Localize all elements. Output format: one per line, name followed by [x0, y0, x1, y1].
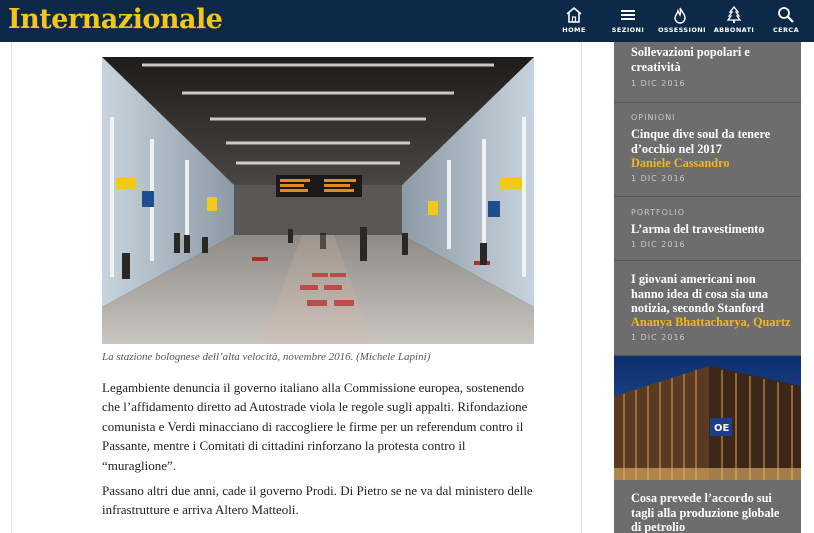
sidebar-related: [614, 42, 801, 533]
sidebar-item-photo[interactable]: [614, 356, 801, 480]
paragraph-line: “muraglione”.: [102, 457, 176, 473]
title-line: I giovani americani non: [631, 272, 756, 286]
menu-icon: [619, 6, 637, 24]
title-line: tagli alla produzione globale: [631, 505, 780, 520]
nav-sezioni[interactable]: [606, 6, 650, 40]
building-photo: [614, 356, 801, 480]
article-paragraph: [102, 481, 533, 520]
nav-ossessioni-label: OSSESSIONI: [658, 26, 706, 34]
title-line: L’arma del travestimento: [631, 222, 765, 236]
nav-home[interactable]: [552, 6, 596, 40]
title-line: di petrolio: [631, 520, 686, 533]
sidebar-item-author[interactable]: Daniele Cassandro: [631, 156, 730, 170]
train-station-photo: [102, 57, 534, 344]
article-paragraph: [102, 378, 530, 475]
photo-caption: La stazione bolognese dell’alta velocità, novembre 2016. (Michele Lapini): [102, 351, 431, 363]
sidebar-item-author[interactable]: Ananya Bhattacharya, Quartz: [631, 315, 791, 329]
sidebar-item[interactable]: [614, 42, 801, 103]
sidebar-item-date: 1 DIC 2016: [631, 174, 686, 183]
sidebar-item[interactable]: [614, 103, 801, 197]
sidebar-item-title: [631, 45, 796, 74]
nav-home-label: HOME: [562, 26, 586, 34]
flame-icon: [671, 6, 689, 24]
sidebar-item-date: 1 DIC 2016: [631, 240, 686, 249]
title-line: Cosa prevede l’accordo sui: [631, 491, 772, 505]
paragraph-line: comunista e Verdi minacciano di raccogliere le firme per un referendum contro il: [102, 418, 524, 434]
paragraph-line: Passante, mentre i Comitati di cittadini rinforzano la protesta contro il: [102, 438, 466, 454]
nav-abbonati[interactable]: [712, 6, 756, 40]
tree-icon: [725, 6, 743, 24]
sidebar-item[interactable]: [614, 197, 801, 261]
search-icon: [777, 6, 795, 24]
sidebar-item-title: [631, 222, 796, 237]
sidebar-item-title: [631, 491, 796, 533]
site-logo[interactable]: Internazionale: [8, 4, 223, 35]
top-navigation-bar: [0, 0, 814, 42]
paragraph-line: infrastrutture e arriva Altero Matteoli.: [102, 502, 299, 518]
nav-sezioni-label: SEZIONI: [611, 26, 645, 34]
svg-text:OE: OE: [714, 423, 730, 434]
paragraph-line: Passano altri due anni, cade il governo Prodi. Di Pietro se ne va dal ministero delle: [102, 483, 533, 498]
title-line: hanno idea di cosa sia una: [631, 286, 769, 301]
home-icon: [565, 6, 583, 24]
article-photo: [102, 57, 534, 344]
sidebar-item-date: 1 DIC 2016: [631, 333, 686, 342]
sidebar-item-title: [631, 272, 796, 316]
nav-abbonati-label: ABBONATI: [713, 26, 755, 34]
nav-cerca-label: CERCA: [772, 26, 800, 34]
title-line: Cinque dive soul da tenere: [631, 127, 771, 141]
title-line: Sollevazioni popolari e: [631, 45, 750, 59]
sidebar-item[interactable]: [614, 261, 801, 356]
title-line: notizia, secondo Stanford: [631, 301, 764, 315]
sidebar-item[interactable]: [614, 480, 801, 533]
sidebar-item-date: 1 DIC 2016: [631, 79, 686, 88]
title-line: creatività: [631, 59, 681, 74]
sidebar-item-title: [631, 127, 796, 156]
nav-ossessioni[interactable]: [658, 6, 706, 40]
paragraph-line: che l’affidamento diretto ad Autostrade viola le regole sugli appalti. Rifondazione: [102, 399, 528, 415]
paragraph-line: Legambiente denuncia il governo italiano alla Commissione europea, sostenendo: [102, 380, 525, 395]
title-line: d’occhio nel 2017: [631, 141, 722, 156]
sidebar-item-category: OPINIONI: [631, 113, 676, 122]
sidebar-item-category: PORTFOLIO: [631, 208, 685, 217]
nav-cerca[interactable]: [764, 6, 808, 40]
